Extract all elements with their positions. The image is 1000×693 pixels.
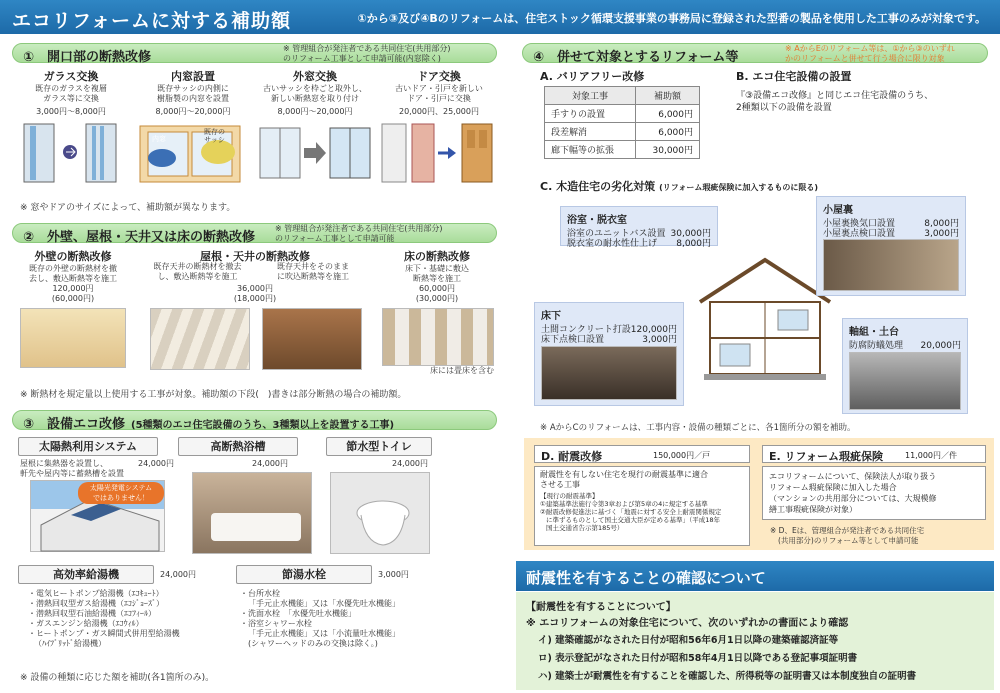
page-title: エコリフォームに対する補助額 xyxy=(12,10,292,32)
solar-badge: 太陽光発電システム ではありません！ xyxy=(78,482,164,504)
bath-amount: 24,000円 xyxy=(252,459,288,468)
ceiling-photo-2 xyxy=(262,308,362,370)
toilet-photo xyxy=(330,472,430,554)
section-4-title: ④ 併せて対象とするリフォーム等 xyxy=(533,50,739,65)
section-3-title: ③ 設備エコ改修 (5種類のエコ住宅設備のうち、3種類以上を設置する工事) xyxy=(23,417,395,432)
item-amount: 20,000円、25,000円 xyxy=(399,107,479,116)
item-name: 屋根・天井の断熱改修 xyxy=(200,250,310,263)
section-3-header xyxy=(12,410,497,430)
page-header xyxy=(0,0,1000,34)
table-row: 廊下幅等の拡張 30,000円 xyxy=(545,141,700,159)
boiler-label: 高効率給湯機 xyxy=(18,565,154,584)
ceiling-photo-1 xyxy=(150,308,250,370)
boiler-list: ・電気ヒートポンプ給湯機（ｴｺｷｭｰﾄ） ・潜熱回収型ガス給湯機（ｴｺｼﾞｮｰｽﾞ） ・潜熱回収型石油給湯機（ｴｺﾌｨｰﾙ） ・ガスエンジン給湯機（ｴｺｳｨﾙ） ・ヒートポンプ・ガス瞬間式併用型給湯機 （ﾊｲﾌﾞﾘｯﾄﾞ給湯機） xyxy=(28,589,180,648)
toilet-label: 節水型トイレ xyxy=(326,437,432,456)
eco-equipment-title: B. エコ住宅設備の設置 xyxy=(736,70,852,83)
section-4-note: ※ AからEのリフォーム等は、①から③のいずれ かのリフォームと併せて行う場合に限り対象 xyxy=(785,44,955,63)
boiler-amount: 24,000円 xyxy=(160,570,196,579)
item-desc: 既存天井の断熱材を撤去 し、敷込断熱等を施工 xyxy=(153,262,242,281)
underfloor-photo xyxy=(541,346,677,400)
confirmation-subtitle: 【耐震性を有することについて】 xyxy=(526,602,676,613)
faucet-amount: 3,000円 xyxy=(378,570,409,579)
item-desc: 古いサッシを枠ごと取外し、 新しい断熱窓を取り付け xyxy=(263,84,367,103)
wall-insulation-item xyxy=(12,248,134,368)
item-name: 内窓設置 xyxy=(171,70,215,83)
item-desc: 既存の外壁の断熱材を撤 去し、敷込断熱等を施工 xyxy=(29,264,117,283)
section-4-header xyxy=(522,43,988,63)
confirmation-lead: ※ エコリフォームの対象住宅について、次のいずれかの書面により確認 xyxy=(526,618,849,629)
col-header: 対象工事 xyxy=(545,87,636,105)
section-3-footer: ※ 設備の種類に応じた額を補助(各1箇所のみ)。 xyxy=(20,673,215,683)
underfloor-box: 床下 土間コンクリート打設 120,000円 床下点検口設置 3,000円 xyxy=(534,302,684,406)
item-name: 床の断熱改修 xyxy=(404,250,470,263)
seismic-confirmation-body xyxy=(516,592,994,690)
d-e-note: ※ D、Eは、管理組合が発注者である共同住宅 (共用部分)のリフォーム等として申請可能 xyxy=(770,526,925,545)
glass-illustration xyxy=(12,120,130,186)
bath-photo xyxy=(192,472,312,554)
floor-photo xyxy=(382,308,494,366)
section-2-title: ② 外壁、屋根・天井又は床の断熱改修 xyxy=(23,230,256,245)
bathroom-box: 浴室・脱衣室 浴室のユニットバス設置 30,000円 脱衣室の耐水性仕上げ 8,000円 xyxy=(560,206,718,246)
bath-label: 高断熱浴槽 xyxy=(178,437,298,456)
item-desc: 既存のガラスを複層 ガラス等に交換 xyxy=(35,84,107,103)
section-1-footer: ※ 窓やドアのサイズによって、補助額が異なります。 xyxy=(20,203,236,213)
existing-sash-label: 既存の サッシ xyxy=(204,128,225,144)
item-amount: 3,000円〜8,000円 xyxy=(36,107,106,116)
insurance-header: E. リフォーム瑕疵保険 11,000円／件 xyxy=(762,445,986,463)
seismic-confirmation-header xyxy=(516,561,994,591)
item-amount: 120,000円 (60,000円) xyxy=(51,284,95,303)
section-1-note: ※ 管理組合が発注者である共同住宅(共用部分) のリフォーム工事として申請可能(内窓除く) xyxy=(283,44,451,63)
section-1-header xyxy=(12,43,497,63)
confirmation-item: ハ) 建築士が耐震性を有することを確認した、所得税等の証明書又は本制度独自の証明書 xyxy=(538,671,917,682)
toilet-amount: 24,000円 xyxy=(392,459,428,468)
seismic-desc: 耐震性を有しない住宅を現行の耐震基準に適合 させる工事 xyxy=(540,470,708,489)
item-desc-2: 既存天井をそのまま に吹込断熱等を施工 xyxy=(277,262,349,281)
floor-insulation-item xyxy=(374,248,500,376)
framing-box: 軸組・土台 防腐防蟻処理 20,000円 xyxy=(842,318,968,414)
confirmation-item: ロ) 表示登記がなされた日付が昭和58年4月1日以降である登記事項証明書 xyxy=(538,653,858,664)
solar-desc: 屋根に集熱器を設置し、 軒先や屋内等に蓄熱槽を設置 xyxy=(20,459,124,478)
outer-window-illustration xyxy=(256,120,374,186)
item-desc: 既存サッシの内側に 樹脂製の内窓を設置 xyxy=(157,84,229,103)
glass-item xyxy=(12,68,130,190)
confirmation-item: イ) 建築確認がなされた日付が昭和56年6月1日以降の建築確認済証等 xyxy=(538,635,839,646)
barrier-free-title: A. バリアフリー改修 xyxy=(540,70,645,83)
solar-label: 太陽熱利用システム xyxy=(18,437,158,456)
door-item xyxy=(378,68,500,190)
seismic-standards: 【現行の耐震基準】 ①建築基準法施行令第3章および第5章の4に規定する基準 ②耐震改修促進法に基づく「地震に対する安全上耐震関係規定 に準ずるものとして国土交通大臣が定める基準」（平成18年 国土交通省告示第185号） xyxy=(540,492,722,532)
outer-window-item xyxy=(256,68,374,190)
attic-box: 小屋裏 小屋裏換気口設置 8,000円 小屋裏点検口設置 3,000円 xyxy=(816,196,966,296)
inner-window-item xyxy=(134,68,252,190)
item-amount: 8,000円〜20,000円 xyxy=(277,107,353,116)
table-row: 手すりの設置 6,000円 xyxy=(545,105,700,123)
barrier-free-table xyxy=(544,86,700,159)
seismic-confirmation-title: 耐震性を有することの確認について xyxy=(526,569,766,587)
page-subtitle: ①から③及び④Bのリフォームは、住宅ストック循環支援事業の事務局に登録された型番の製品を使用した工事のみが対象です。 xyxy=(357,12,986,25)
item-desc: 古いドア・引戸を新しい ドア・引戸に交換 xyxy=(395,84,483,103)
table-row: 段差解消 6,000円 xyxy=(545,123,700,141)
section-2-footer: ※ 断熱材を規定量以上使用する工事が対象。補助額の下段( )書きは部分断熱の場合の補助額。 xyxy=(20,390,407,400)
section-2-header xyxy=(12,223,497,243)
col-header: 補助額 xyxy=(635,87,699,105)
faucet-list: ・台所水栓 「手元止水機能」又は「水優先吐水機能」 ・洗面水栓 「水優先吐水機能」 ・浴室シャワー水栓 「手元止水機能」又は「小流量吐水機能」 (シャワーヘッドのみの交換は除く。) xyxy=(240,589,400,648)
wood-deterioration-title: C. 木造住宅の劣化対策 (リフォーム瑕疵保険に加入するものに限る) xyxy=(540,180,819,193)
solar-amount: 24,000円 xyxy=(138,459,174,468)
item-desc: 床下・基礎に敷込 断熱等を施工 xyxy=(405,264,469,283)
item-name: ドア交換 xyxy=(417,70,461,83)
item-name: 外窓交換 xyxy=(293,70,337,83)
inner-window-illustration xyxy=(134,120,252,186)
toilet-illustration xyxy=(331,473,431,555)
item-amount: 8,000円〜20,000円 xyxy=(155,107,231,116)
attic-photo xyxy=(823,239,959,291)
wall-photo xyxy=(20,308,126,368)
faucet-label: 節湯水栓 xyxy=(236,565,372,584)
floor-caption: 床には畳床を含む xyxy=(430,366,494,375)
framing-photo xyxy=(849,352,961,410)
item-amount: 36,000円 (18,000円) xyxy=(233,284,277,303)
seismic-header: D. 耐震改修 150,000円／戸 xyxy=(534,445,750,463)
item-name: ガラス交換 xyxy=(43,70,99,83)
eco-equipment-desc: 『③設備エコ改修』と同じエコ住宅設備のうち、 2種類以下の設備を設置 xyxy=(736,91,934,113)
section-1-title: ① 開口部の断熱改修 xyxy=(23,50,152,65)
section-4-c-footer: ※ AからCのリフォームは、工事内容・設備の種類ごとに、各1箇所分の額を補助。 xyxy=(540,423,856,433)
section-2-note: ※ 管理組合が発注者である共同住宅(共用部分) のリフォーム工事として申請可能 xyxy=(275,224,443,243)
insurance-body: エコリフォームについて、保険法人が取り扱う リフォーム瑕疵保険に加入した場合 （マンションの共用部分については、大規模修 繕工事瑕疵保険が対象） xyxy=(762,466,986,520)
door-illustration xyxy=(378,120,500,186)
roof-insulation-item xyxy=(140,248,370,303)
item-amount: 60,000円 (30,000円) xyxy=(415,284,459,303)
inner-window-label: 内窓 xyxy=(152,135,166,143)
item-name: 外壁の断熱改修 xyxy=(34,250,112,263)
section-1-items xyxy=(12,68,502,208)
section-2-items xyxy=(12,248,502,388)
seismic-body xyxy=(534,466,750,546)
